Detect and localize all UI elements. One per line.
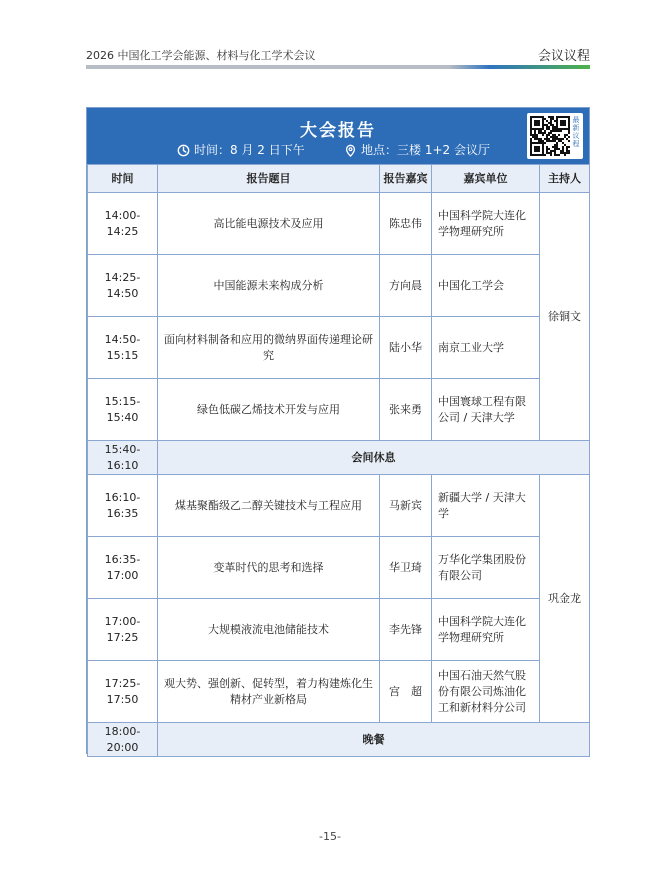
talk-title: 大规模液流电池储能技术 (158, 599, 380, 661)
column-header-organization: 嘉宾单位 (432, 165, 540, 193)
speaker-organization: 万华化学集团股份有限公司 (432, 537, 540, 599)
session-host: 徐铜文 (540, 193, 590, 441)
speaker-organization: 中国科学院大连化学物理研究所 (432, 193, 540, 255)
schedule-table (87, 164, 590, 757)
talk-title: 中国能源未来构成分析 (158, 255, 380, 317)
session-place-text: 地点：三楼 1+2 会议厅 (361, 143, 490, 157)
section-title: 会议议程 (537, 49, 590, 64)
session-time (177, 141, 305, 160)
talk-speaker: 陆小华 (380, 317, 432, 379)
clock-icon (177, 144, 190, 160)
banner-title: 大会报告 (300, 121, 376, 141)
speaker-organization: 新疆大学 / 天津大学 (432, 475, 540, 537)
session-place (344, 141, 490, 160)
table-row (88, 379, 590, 441)
talk-speaker: 张来勇 (380, 379, 432, 441)
table-row (88, 255, 590, 317)
table-row (88, 537, 590, 599)
table-row (88, 661, 590, 723)
location-pin-icon (344, 144, 357, 160)
talk-title: 高比能电源技术及应用 (158, 193, 380, 255)
talk-time: 14:25-14:50 (88, 255, 158, 317)
break-time: 18:00-20:00 (88, 723, 158, 757)
page-header (86, 44, 590, 66)
talk-speaker: 陈忠伟 (380, 193, 432, 255)
talk-title: 变革时代的思考和选择 (158, 537, 380, 599)
column-header-speaker: 报告嘉宾 (380, 165, 432, 193)
qr-code-icon[interactable] (530, 116, 570, 156)
table-row (88, 317, 590, 379)
speaker-organization: 中国石油天然气股份有限公司炼油化工和新材料分公司 (432, 661, 540, 723)
talk-time: 16:10-16:35 (88, 475, 158, 537)
column-header-title: 报告题目 (158, 165, 380, 193)
talk-title: 绿色低碳乙烯技术开发与应用 (158, 379, 380, 441)
session-time-text: 时间：8 月 2 日下午 (194, 143, 305, 157)
break-label: 晚餐 (158, 723, 590, 757)
table-row (88, 193, 590, 255)
qr-caption: 最新议程 (572, 116, 580, 148)
talk-time: 14:00-14:25 (88, 193, 158, 255)
talk-speaker: 宫 超 (380, 661, 432, 723)
session-host: 巩金龙 (540, 475, 590, 723)
column-header-host: 主持人 (540, 165, 590, 193)
talk-speaker: 李先锋 (380, 599, 432, 661)
talk-title: 观大势、强创新、促转型，着力构建炼化生精材产业新格局 (158, 661, 380, 723)
speaker-organization: 中国化工学会 (432, 255, 540, 317)
talk-speaker: 马新宾 (380, 475, 432, 537)
talk-speaker: 方向晨 (380, 255, 432, 317)
speaker-organization: 南京工业大学 (432, 317, 540, 379)
break-row (88, 723, 590, 757)
table-header-row (88, 165, 590, 193)
table-row (88, 475, 590, 537)
table-row (88, 599, 590, 661)
break-row (88, 441, 590, 475)
talk-time: 17:25-17:50 (88, 661, 158, 723)
break-label: 会间休息 (158, 441, 590, 475)
agenda-banner (87, 108, 589, 164)
speaker-organization: 中国寰球工程有限公司 / 天津大学 (432, 379, 540, 441)
talk-speaker: 华卫琦 (380, 537, 432, 599)
talk-time: 15:15-15:40 (88, 379, 158, 441)
conference-title: 2026 中国化工学会能源、材料与化工学术会议 (86, 49, 316, 62)
talk-title: 面向材料制备和应用的微纳界面传递理论研究 (158, 317, 380, 379)
speaker-organization: 中国科学院大连化学物理研究所 (432, 599, 540, 661)
qr-code-panel[interactable] (527, 113, 583, 159)
talk-time: 14:50-15:15 (88, 317, 158, 379)
break-time: 15:40-16:10 (88, 441, 158, 475)
page-number: -15- (319, 830, 341, 843)
talk-time: 16:35-17:00 (88, 537, 158, 599)
talk-title: 煤基聚酯级乙二醇关键技术与工程应用 (158, 475, 380, 537)
header-divider (86, 65, 590, 69)
talk-time: 17:00-17:25 (88, 599, 158, 661)
column-header-time: 时间 (88, 165, 158, 193)
agenda-block (86, 107, 590, 754)
